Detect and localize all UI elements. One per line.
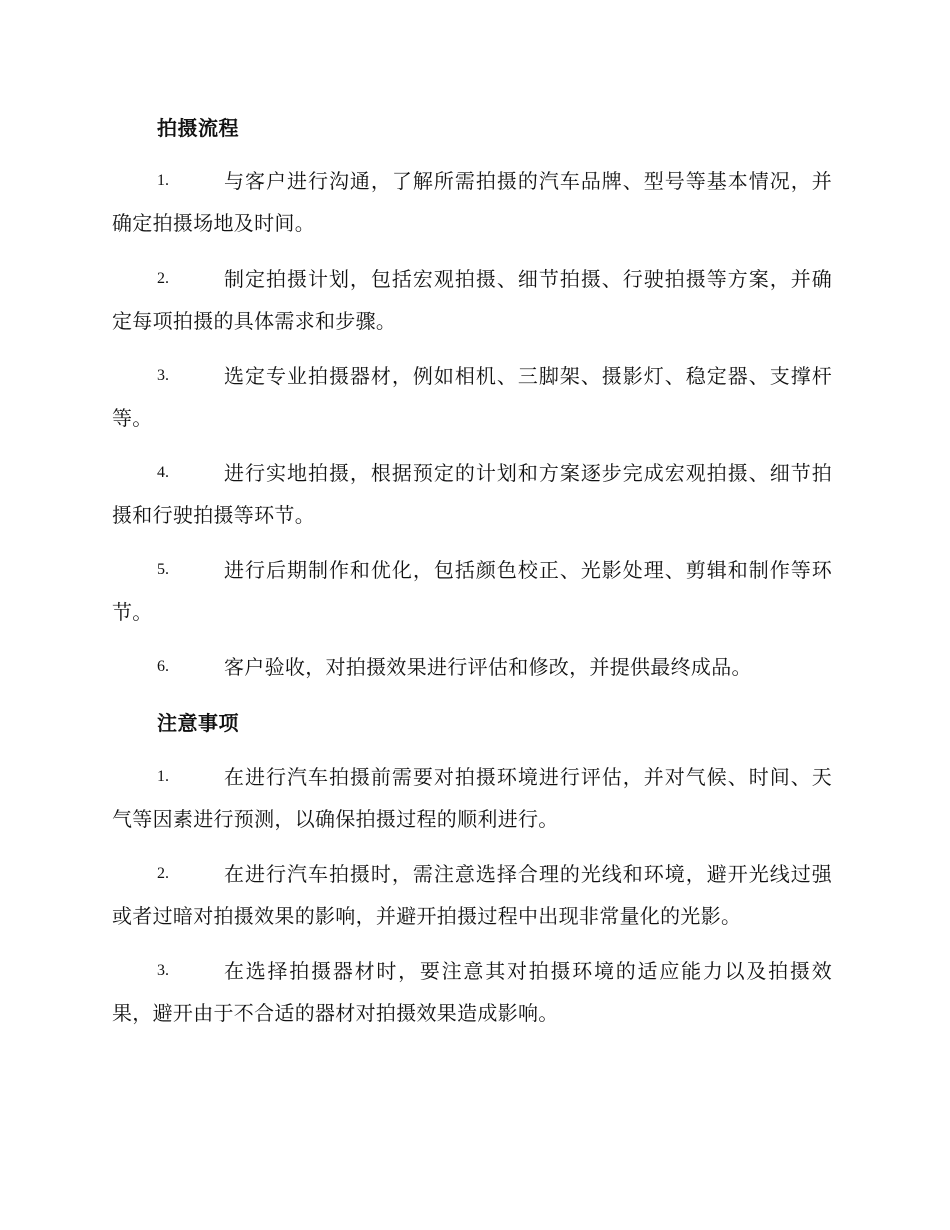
- item-number: 5.: [157, 561, 169, 578]
- item-text: 客户验收，对拍摄效果进行评估和修改，并提供最终成品。: [224, 655, 752, 679]
- list-item: [112, 160, 832, 244]
- list-item: [112, 452, 832, 536]
- list-item: [112, 549, 832, 633]
- item-text: 在进行汽车拍摄时，需注意选择合理的光线和环境，避开光线过强或者过暗对拍摄效果的影响，并避开拍摄过程中出现非常量化的光影。: [112, 862, 832, 928]
- item-text: 在选择拍摄器材时，要注意其对拍摄环境的适应能力以及拍摄效果，避开由于不合适的器材对拍摄效果造成影响。: [112, 959, 832, 1025]
- list-item: [112, 756, 832, 840]
- list-item: [112, 258, 832, 342]
- item-text: 在进行汽车拍摄前需要对拍摄环境进行评估，并对气候、时间、天气等因素进行预测，以确保拍摄过程的顺利进行。: [112, 765, 832, 831]
- item-number: 3.: [157, 962, 169, 979]
- item-number: 6.: [157, 658, 169, 675]
- item-text: 进行后期制作和优化，包括颜色校正、光影处理、剪辑和制作等环节。: [112, 558, 832, 624]
- item-number: 1.: [157, 768, 169, 785]
- item-number: 4.: [157, 464, 169, 481]
- list-item: [112, 355, 832, 439]
- item-text: 选定专业拍摄器材，例如相机、三脚架、摄影灯、稳定器、支撑杆等。: [112, 364, 832, 430]
- item-number: 2.: [157, 270, 169, 287]
- item-number: 3.: [157, 367, 169, 384]
- item-number: 2.: [157, 865, 169, 882]
- list-item: [112, 646, 832, 688]
- item-text: 进行实地拍摄，根据预定的计划和方案逐步完成宏观拍摄、细节拍摄和行驶拍摄等环节。: [112, 461, 832, 527]
- item-text: 制定拍摄计划，包括宏观拍摄、细节拍摄、行驶拍摄等方案，并确定每项拍摄的具体需求和步骤。: [112, 267, 832, 333]
- list-item: [112, 950, 832, 1034]
- item-number: 1.: [157, 172, 169, 189]
- item-text: 与客户进行沟通，了解所需拍摄的汽车品牌、型号等基本情况，并确定拍摄场地及时间。: [112, 169, 832, 235]
- section-heading-process: 拍摄流程: [157, 116, 239, 140]
- list-item: [112, 853, 832, 937]
- section-heading-notes: 注意事项: [157, 711, 239, 735]
